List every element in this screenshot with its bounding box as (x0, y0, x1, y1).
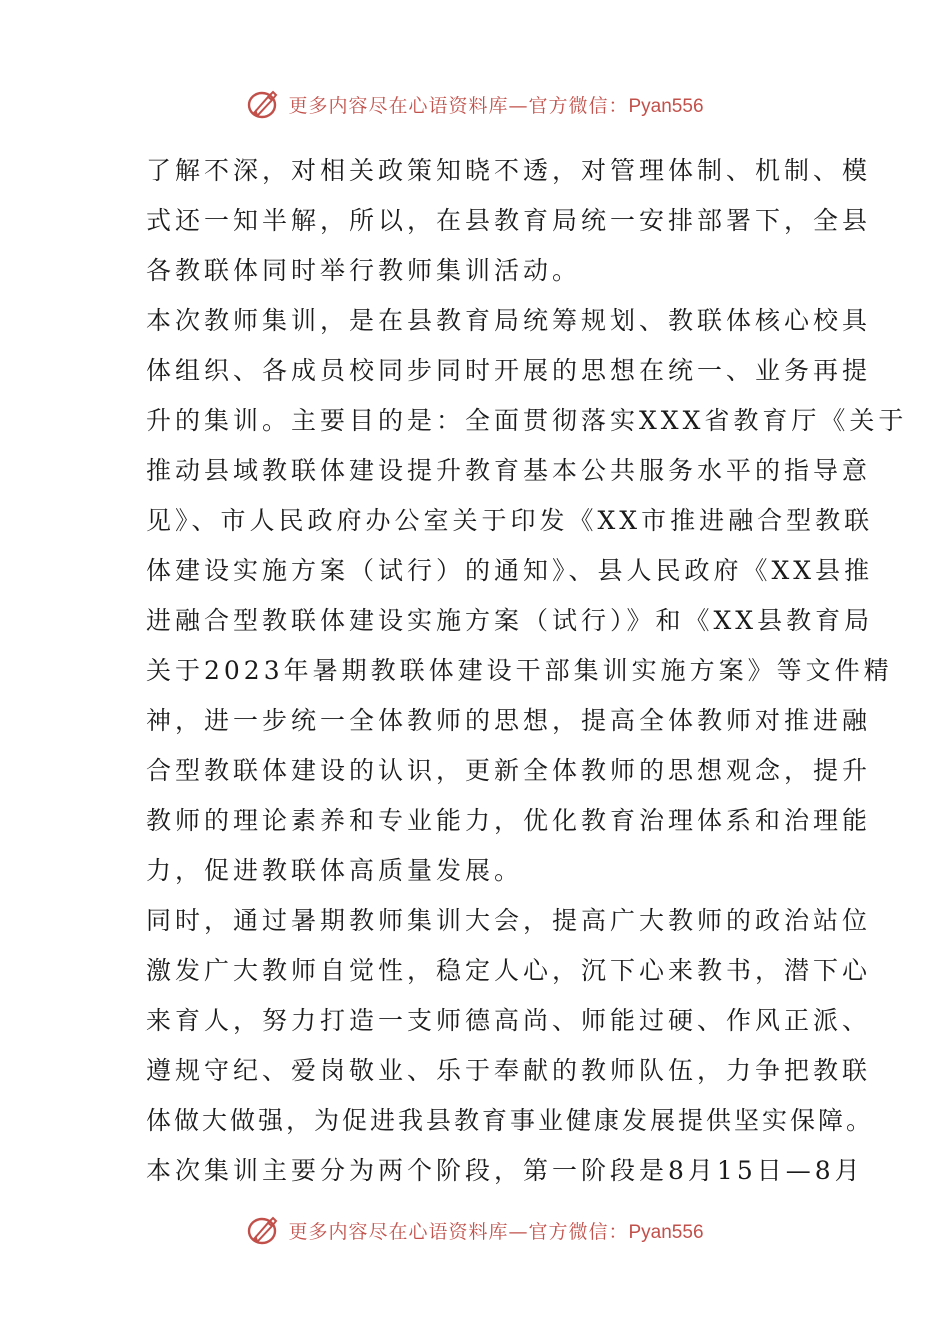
text-line: 升的集训。主要目的是：全面贯彻落实XXX省教育厅《关于 (146, 406, 908, 435)
text-line: 力，促进教联体高质量发展。 (146, 856, 524, 885)
text-line: 体做大做强，为促进我县教育事业健康发展提供坚实保障。 (146, 1106, 875, 1135)
document-body (146, 146, 908, 1196)
paragraph-2 (146, 296, 908, 896)
text-line: 关于2023年暑期教联体建设干部集训实施方案》等文件精 (146, 656, 893, 685)
text-line: 体建设实施方案（试行）的通知》、县人民政府《XX县推 (146, 556, 874, 585)
text-line: 各教联体同时举行教师集训活动。 (146, 256, 582, 285)
text-line: 合型教联体建设的认识，更新全体教师的思想观念，提升 (146, 756, 872, 785)
pen-logo-icon (246, 1213, 280, 1247)
text-line: 本次集训主要分为两个阶段，第一阶段是8月15日—8月 (146, 1156, 864, 1185)
text-line: 激发广大教师自觉性，稳定人心，沉下心来教书，潜下心 (146, 956, 872, 985)
text-line: 见》、市人民政府办公室关于印发《XX市推进融合型教联 (146, 506, 874, 535)
text-line: 进融合型教联体建设实施方案（试行）》和《XX县教育局 (146, 606, 874, 635)
text-line: 推动县域教联体建设提升教育基本公共服务水平的指导意 (146, 456, 872, 485)
text-line: 教师的理论素养和专业能力，优化教育治理体系和治理能 (146, 806, 872, 835)
text-line: 本次教师集训，是在县教育局统筹规划、教联体核心校具 (146, 306, 872, 335)
paragraph-1 (146, 146, 872, 296)
header-watermark (0, 82, 950, 126)
text-line: 体组织、各成员校同步同时开展的思想在统一、业务再提 (146, 356, 872, 385)
pen-logo-icon (246, 87, 280, 121)
paragraph-3 (146, 896, 875, 1146)
paragraph-4 (146, 1146, 864, 1196)
text-line: 式还一知半解，所以，在县教育局统一安排部署下，全县 (146, 206, 872, 235)
text-line: 同时，通过暑期教师集训大会，提高广大教师的政治站位 (146, 906, 872, 935)
text-line: 了解不深，对相关政策知晓不透，对管理体制、机制、模 (146, 156, 872, 185)
text-line: 神，进一步统一全体教师的思想，提高全体教师对推进融 (146, 706, 872, 735)
watermark-text: 更多内容尽在心语资料库—官方微信：Pyan556 (288, 94, 704, 117)
text-line: 遵规守纪、爱岗敬业、乐于奉献的教师队伍，力争把教联 (146, 1056, 872, 1085)
watermark-text: 更多内容尽在心语资料库—官方微信：Pyan556 (288, 1220, 704, 1243)
text-line: 来育人，努力打造一支师德高尚、师能过硬、作风正派、 (146, 1006, 872, 1035)
footer-watermark (0, 1208, 950, 1252)
